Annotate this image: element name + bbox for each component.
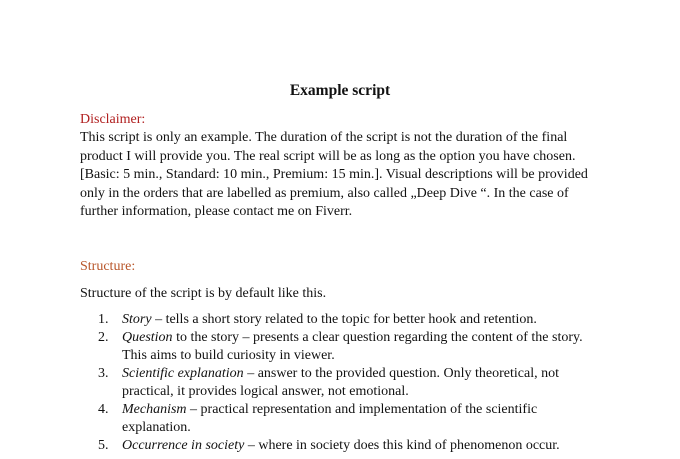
structure-intro: Structure of the script is by default like this.	[80, 286, 327, 301]
list-item-text: – answer to the provided question. Only theoretical, not	[243, 366, 560, 381]
disclaimer-line: product I will provide you. The real script will be as long as the option you have chosen.	[80, 148, 576, 164]
list-item-line	[122, 437, 620, 455]
disclaimer-line: only in the orders that are labelled as premium, also called „Deep Dive “. In the case of	[80, 185, 569, 201]
structure-list	[80, 311, 620, 455]
list-item-line	[122, 401, 620, 419]
document-title: Example script	[289, 82, 391, 99]
list-item	[80, 437, 620, 455]
list-item-term: Question	[122, 330, 173, 345]
list-item-text: – where in society does this kind of phenomenon occur.	[244, 438, 560, 453]
disclaimer-line: [Basic: 5 min., Standard: 10 min., Premium: 15 min.]. Visual descriptions will be provided	[80, 167, 588, 182]
disclaimer-line: further information, please contact me on Fiverr.	[80, 204, 353, 219]
list-item-line	[122, 329, 620, 347]
structure-heading: Structure:	[80, 259, 136, 274]
list-item-continuation: explanation.	[122, 420, 191, 435]
list-item	[80, 401, 620, 437]
disclaimer-paragraph	[80, 129, 600, 222]
list-item-number: 1.	[98, 312, 109, 327]
list-item-line	[122, 311, 620, 329]
list-item	[80, 329, 620, 365]
disclaimer-line: This script is only an example. The duration of the script is not the duration of the final	[80, 130, 568, 145]
list-item-term: Mechanism	[122, 402, 187, 417]
list-item-continuation: practical, it provides logical answer, not emotional.	[122, 384, 409, 399]
list-item-term: Story	[122, 312, 152, 327]
list-item-continuation: This aims to build curiosity in viewer.	[122, 348, 335, 363]
list-item	[80, 311, 620, 329]
list-item-term: Scientific explanation	[122, 366, 244, 381]
list-item	[80, 365, 620, 401]
list-item-number: 4.	[98, 402, 109, 417]
list-item-text: – tells a short story related to the topic for better hook and retention.	[151, 312, 537, 327]
list-item-number: 2.	[98, 330, 109, 345]
list-item-term: Occurrence in society	[122, 438, 245, 453]
list-item-line	[122, 365, 620, 383]
list-item-number: 3.	[98, 366, 109, 381]
disclaimer-heading: Disclaimer:	[80, 112, 146, 127]
list-item-text: to the story – presents a clear question regarding the content of the story.	[172, 330, 583, 345]
list-item-text: – practical representation and implementation of the scientific	[186, 402, 538, 417]
list-item-number: 5.	[98, 438, 109, 453]
